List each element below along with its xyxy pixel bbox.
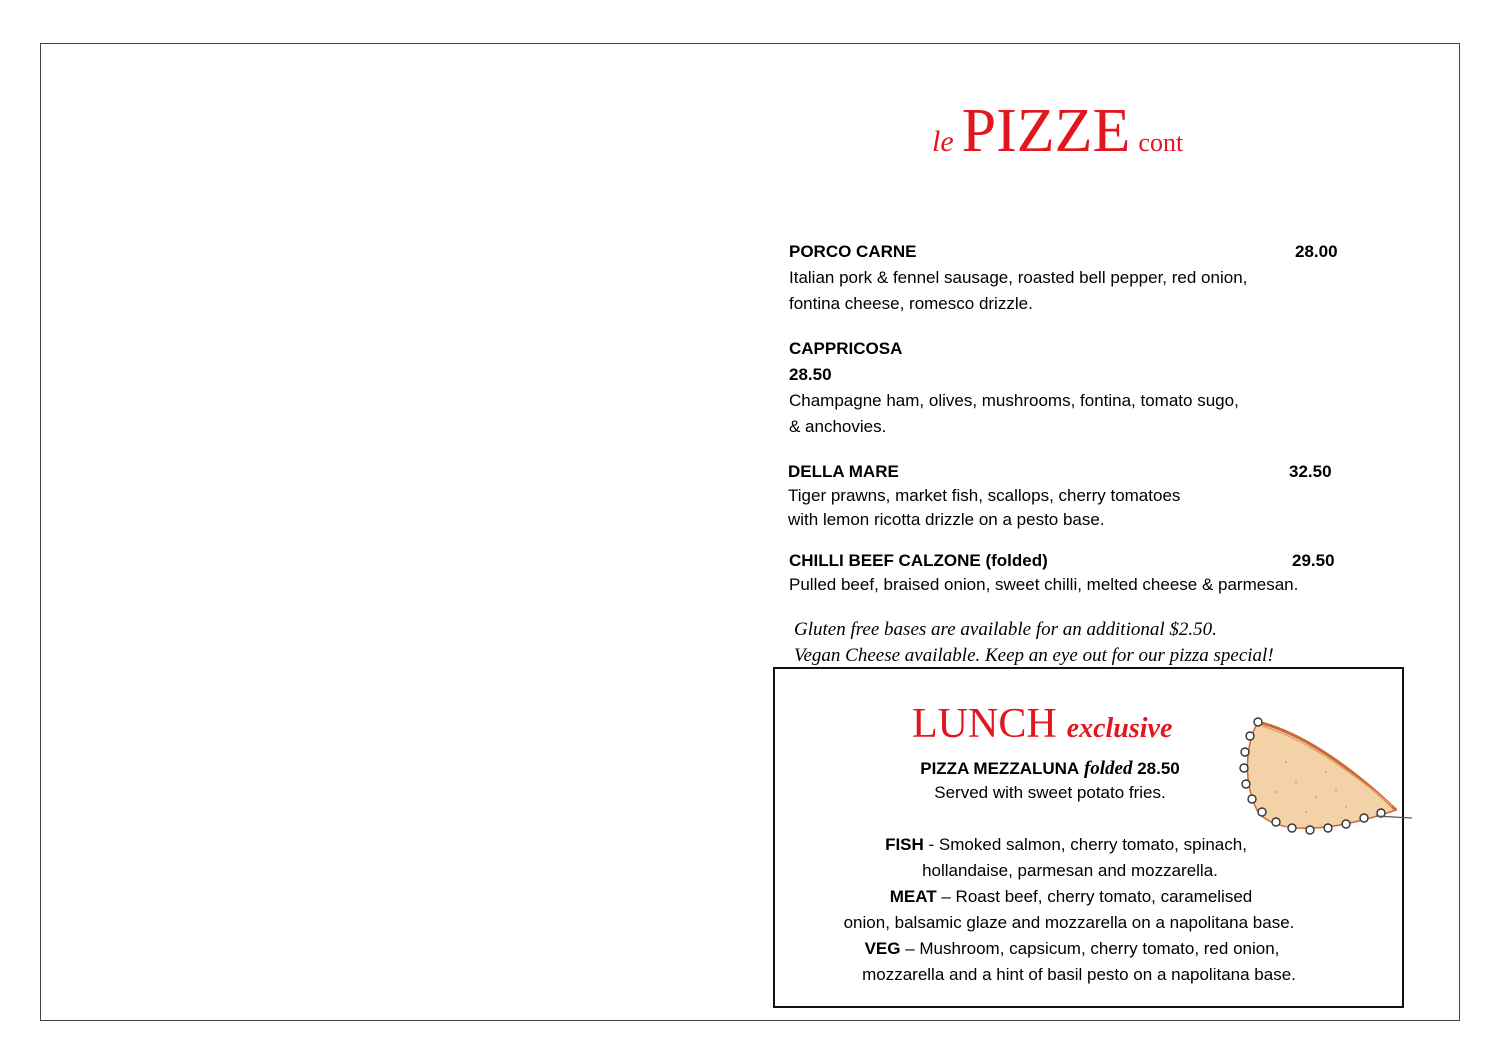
lunch-served-with: Served with sweet potato fries. bbox=[934, 783, 1166, 802]
lunch-veg-line bbox=[792, 936, 1352, 962]
lunch-fish-desc: - Smoked salmon, cherry tomato, spinach, bbox=[923, 835, 1247, 854]
title-suffix: cont bbox=[1138, 128, 1184, 157]
lunch-meat-desc: – Roast beef, cherry tomato, caramelised bbox=[936, 887, 1253, 906]
lunch-fish-label: FISH bbox=[885, 835, 924, 854]
item-desc-line: fontina cheese, romesco drizzle. bbox=[789, 294, 1033, 313]
item-price-cappricosa: 28.50 bbox=[789, 365, 832, 384]
dietary-notes bbox=[794, 617, 1274, 669]
note-gluten-free: Gluten free bases are available for an additional $2.50. bbox=[794, 619, 1217, 640]
lunch-title-script: exclusive bbox=[1066, 713, 1173, 744]
item-desc-line: Pulled beef, braised onion, sweet chilli, melted cheese & parmesan. bbox=[789, 575, 1299, 594]
lunch-meat-line bbox=[791, 884, 1351, 910]
title-main: PIZZE bbox=[961, 97, 1131, 165]
item-desc-line: Italian pork & fennel sausage, roasted bell pepper, red onion, bbox=[789, 268, 1248, 287]
lunch-dish-name: PIZZA MEZZALUNA bbox=[920, 759, 1080, 778]
lunch-title bbox=[912, 700, 1172, 748]
item-name-della-mare: DELLA MARE bbox=[788, 462, 899, 481]
item-desc-line: with lemon ricotta drizzle on a pesto base. bbox=[788, 510, 1105, 529]
item-name-chilli-beef-calzone: CHILLI BEEF CALZONE (folded) bbox=[789, 551, 1048, 570]
item-desc-line: Champagne ham, olives, mushrooms, fontina, tomato sugo, bbox=[789, 391, 1239, 410]
note-vegan-cheese: Vegan Cheese available. Keep an eye out for our pizza special! bbox=[794, 645, 1274, 666]
lunch-meat-label: MEAT bbox=[889, 887, 937, 906]
title-prefix: le bbox=[932, 125, 954, 158]
item-desc-line: & anchovies. bbox=[789, 417, 887, 436]
lunch-veg-line2: mozzarella and a hint of basil pesto on a napolitana base. bbox=[862, 965, 1296, 984]
lunch-title-word: LUNCH bbox=[912, 701, 1057, 747]
item-price-chilli-beef-calzone: 29.50 bbox=[1292, 551, 1335, 570]
item-name-cappricosa: CAPPRICOSA bbox=[789, 339, 903, 358]
item-price-della-mare: 32.50 bbox=[1289, 462, 1332, 481]
lunch-dish-folded: folded bbox=[1083, 758, 1133, 779]
item-name-porco-carne: PORCO CARNE bbox=[789, 242, 917, 261]
item-price-porco-carne: 28.00 bbox=[1295, 242, 1338, 261]
calzone-illustration-icon bbox=[1236, 712, 1412, 840]
lunch-fish-line2: hollandaise, parmesan and mozzarella. bbox=[922, 861, 1218, 880]
lunch-veg-desc: – Mushroom, capsicum, cherry tomato, red onion, bbox=[900, 939, 1280, 958]
page-title bbox=[932, 96, 1183, 167]
lunch-veg-label: VEG bbox=[864, 939, 901, 958]
lunch-meat-line2: onion, balsamic glaze and mozzarella on a napolitana base. bbox=[843, 913, 1295, 932]
lunch-dish-price: 28.50 bbox=[1137, 759, 1180, 778]
item-desc-line: Tiger prawns, market fish, scallops, cherry tomatoes bbox=[788, 486, 1181, 505]
